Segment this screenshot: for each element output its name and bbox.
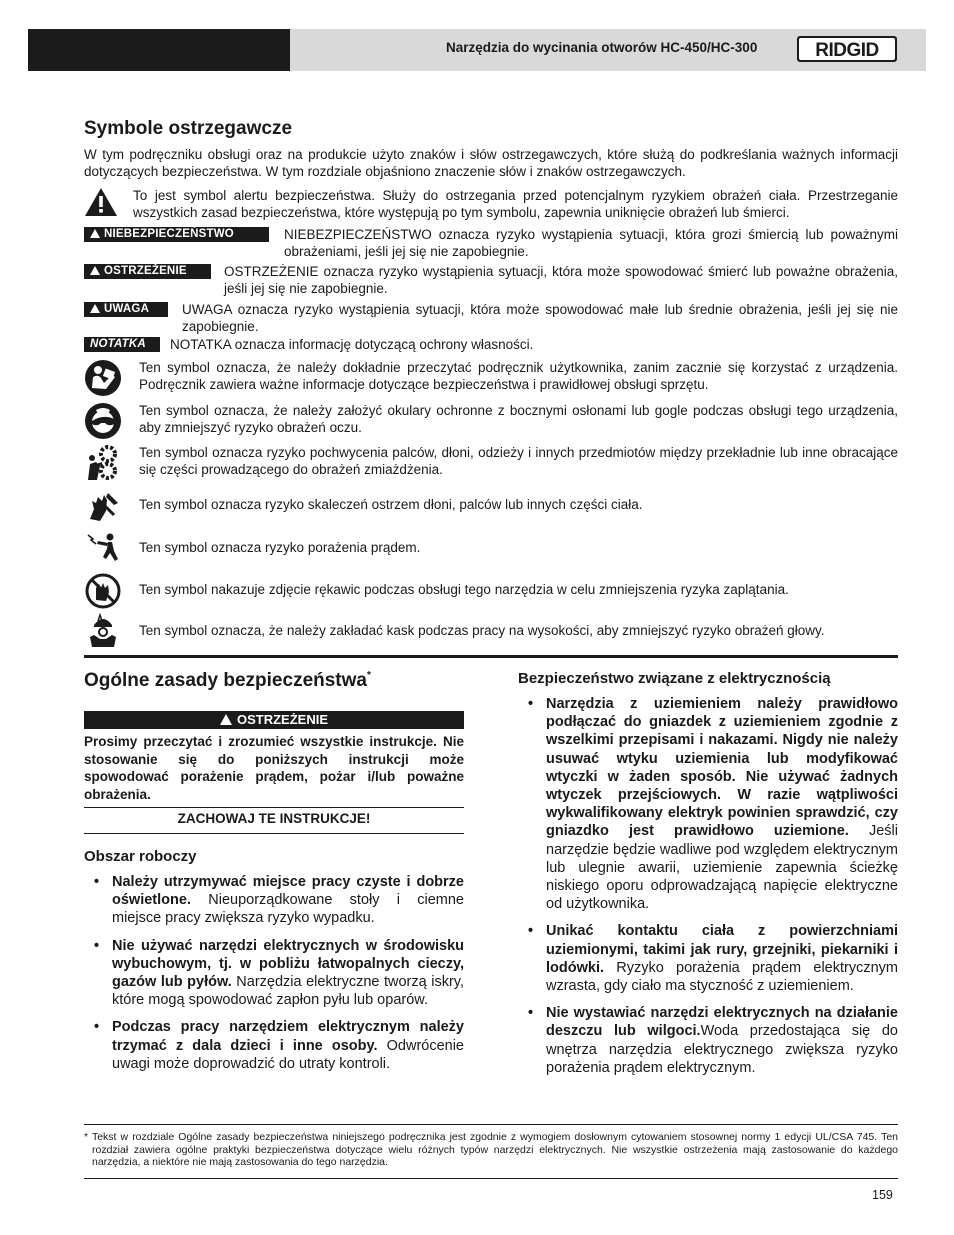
safety-glasses-icon (84, 402, 122, 440)
electrical-heading: Bezpieczeństwo związane z elektrycznością (518, 670, 831, 687)
badge-ostrzezenie: OSTRZEŻENIE (84, 264, 211, 279)
footnote: * Tekst w rozdziale Ogólne zasady bezpieczeństwa niniejszego podręcznika jest zgodnie z wymogiem dosłownym cytowaniem stosownej normy 1 edycji UL/CSA 745. Ten rozdział zawiera ogólne praktyki bezpieczeństwa dotyczące wielu różnych typów narzędzi elektrycznych. Nie wszystkie ostrzeżenia mają zastosowanie do każdego narzędzia, a niektóre nie mają zastosowania do tego narzędzia. (84, 1131, 898, 1168)
safety-alert-icon (84, 186, 118, 218)
list-item: • Nie wystawiać narzędzi elektrycznych na działanie deszczu lub wilgoci.Woda przedostająca się do wnętrza narzędzia elektrycznego zwiększa ryzyko porażenia prądem elektrycznym. (518, 1004, 898, 1077)
header-black-bar (28, 29, 290, 71)
badge-uwaga: UWAGA (84, 302, 168, 317)
electrical-list (518, 695, 898, 1077)
notatka-text: NOTATKA oznacza informację dotyczącą ochrony własności. (170, 337, 534, 352)
read-manual-text: Ten symbol oznacza, że należy dokładnie przeczytać podręcznik użytkownika, zanim zacznie się korzystać z urządzenia. Podręcznik zawiera ważne informacje dotyczące bezpieczeństwa i prawidłowej obsługi sprzętu. (139, 360, 898, 392)
badge-niebezpieczenstwo: NIEBEZPIECZEŃSTWO (84, 227, 269, 242)
niebezpieczenstwo-text: NIEBEZPIECZEŃSTWO oznacza ryzyko wystąpienia sytuacji, która grozi śmiercią lub poważnymi obrażeniami, jeśli jej się nie zapobiegnie. (284, 227, 898, 259)
symbols-intro: W tym podręczniku obsługi oraz na produkcie użyto znaków i słów ostrzegawczych, które służą do podkreślania ważnych informacji dotyczących bezpieczeństwa. W tym rozdziale objaśniono znaczenie słów i znaków ostrzegawczych. (84, 147, 898, 179)
hard-hat-icon (84, 613, 122, 651)
read-manual-icon (84, 359, 122, 397)
list-item: • Unikać kontaktu ciała z powierzchniami uziemionymi, takimi jak rury, grzejniki, piekarniki i lodówki. Ryzyko porażenia prądem elektrycznym wzrasta, gdy ciało ma styczność z uziemieniem. (518, 922, 898, 995)
section-heading-general: Ogólne zasady bezpieczeństwa* (84, 670, 371, 691)
list-item: • Nie używać narzędzi elektrycznych w środowisku wybuchowym, tj. w pobliżu łatwopalnych cieczy, gazów lub pyłów. Narzędzia elektryczne tworzą iskry, które mogą spowodować zapłon pyłu lub oparów. (84, 937, 464, 1010)
no-gloves-icon (84, 572, 122, 610)
section-divider (84, 655, 898, 658)
safety-glasses-text: Ten symbol oznacza, że należy założyć okulary ochronne z bocznymi osłonami lub gogle podczas obsługi tego urządzenia, aby zmniejszyć ryzyko obrażeń oczu. (139, 403, 898, 435)
hard-hat-text: Ten symbol oznacza, że należy zakładać kask podczas pracy na wysokości, aby zmniejszyć ryzyko obrażeń głowy. (139, 623, 825, 638)
gear-crush-text: Ten symbol oznacza ryzyko pochwycenia palców, dłoni, odzieży i innych przedmiotów między przekładnie lub inne obracające się części prowadzącego do obrażeń zmiażdżenia. (139, 445, 898, 477)
list-item: • Narzędzia z uziemieniem należy prawidłowo podłączać do gniazdek z uziemieniem zgodnie z wszelkimi przepisami i nakazami. Nigdy nie należy usuwać wtyku uziemienia lub modyfikować wtyczki w żaden sposób. Nie używać żadnych wtyczek przejściowych. W razie wątpliwości wykwalifikowany elektryk powinien sprawdzić, czy gniazdko jest prawidłowo uziemione. Jeśli narzędzie będzie wadliwe pod względem elektrycznym lub ulegnie awarii, uziemienie zapewnia ścieżkę niskiego oporu odprowadzającą napięcie elektryczne od użytkownika. (518, 695, 898, 913)
ridgid-logo (796, 35, 898, 63)
list-item: • Podczas pracy narzędziem elektrycznym należy trzymać z dala dzieci i inne osoby. Odwrócenie uwagi może doprowadzić do utraty kontroli. (84, 1018, 464, 1073)
warning-text: Prosimy przeczytać i zrozumieć wszystkie instrukcje. Nie stosowanie się do poniższych instrukcji może spowodować porażenie prądem, pożar i/lub poważne obrażenia. (84, 734, 464, 802)
keep-instructions: ZACHOWAJ TE INSTRUKCJE! (177, 811, 371, 826)
blade-cut-text: Ten symbol oznacza ryzyko skaleczeń ostrzem dłoni, palców lub innych części ciała. (139, 497, 643, 512)
section-heading-symbols: Symbole ostrzegawcze (84, 118, 293, 139)
keep-rule-bottom (84, 833, 464, 834)
electric-shock-icon (84, 529, 122, 567)
uwaga-text: UWAGA oznacza ryzyko wystąpienia sytuacji, która może spowodować małe lub średnie obrażenia, jeśli jej się nie zapobiegnie. (182, 302, 898, 334)
svg-text:RIDGID: RIDGID (815, 40, 879, 61)
warning-bar: OSTRZEŻENIE (84, 711, 464, 729)
list-item: • Należy utrzymywać miejsce pracy czyste i dobrze oświetlone. Nieuporządkowane stoły i ciemne miejsce pracy zwiększa ryzyko wypadku. (84, 873, 464, 928)
blade-cut-icon (84, 487, 122, 525)
header-title: Narzędzia do wycinania otworów HC-450/HC-300 (446, 40, 758, 55)
work-area-heading: Obszar roboczy (84, 848, 197, 865)
badge-notatka: NOTATKA (84, 337, 160, 352)
keep-rule-top (84, 807, 464, 808)
footer-rule (84, 1178, 898, 1179)
ostrzezenie-text: OSTRZEŻENIE oznacza ryzyko wystąpienia sytuacji, która może spowodować śmierć lub poważne obrażenia, jeśli jej się nie zapobiegnie. (224, 264, 898, 296)
footnote-rule (84, 1124, 898, 1125)
safety-alert-text: To jest symbol alertu bezpieczeństwa. Służy do ostrzegania przed potencjalnym ryzykiem obrażeń ciała. Przestrzeganie wszystkich zasad bezpieczeństwa, które występują po tym symbolu, zapewnia uniknięcie obrażeń lub śmierci. (133, 188, 898, 220)
page-number: 159 (872, 1188, 893, 1202)
no-gloves-text: Ten symbol nakazuje zdjęcie rękawic podczas obsługi tego narzędzia w celu zmniejszenia ryzyka zaplątania. (139, 582, 789, 597)
work-area-list (84, 873, 464, 1073)
gear-crush-icon (84, 444, 122, 482)
electric-shock-text: Ten symbol oznacza ryzyko porażenia prądem. (139, 540, 421, 555)
